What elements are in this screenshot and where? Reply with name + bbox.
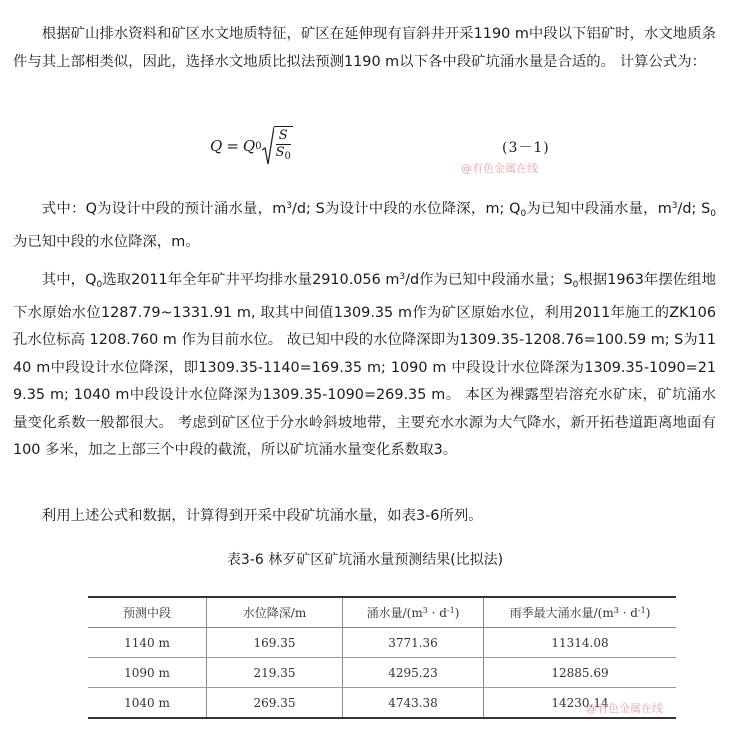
table-row: [88, 658, 676, 688]
formula-q0-sub: 0: [255, 140, 262, 152]
formula: [210, 124, 293, 168]
formula-denominator: S: [275, 145, 285, 160]
equation-number: (3－1): [502, 140, 550, 156]
cell-drawdown: 169.35: [207, 628, 343, 658]
table-row: [88, 628, 676, 658]
header-drawdown: 水位降深/m: [207, 597, 343, 628]
cell-level: 1090 m: [88, 658, 207, 688]
paragraph-intro: 根据矿山排水资料和矿区水文地质特征，矿区在延伸现有盲斜井开采1190 m中段以下铝矿时，水文地质条件与其上部相类似，因此，选择水文地质比拟法预测1190 m以下各中段矿坑涌水量是合适的。 计算公式为：: [13, 26, 716, 70]
formula-equals: =: [226, 137, 239, 155]
table-header-row: [88, 597, 676, 628]
watermark: @有色金属在线: [461, 162, 538, 175]
formula-q0: Q: [242, 137, 256, 155]
cell-inflow: 4295.23: [343, 658, 484, 688]
cell-level: 1140 m: [88, 628, 207, 658]
watermark: @有色金属在线: [586, 702, 663, 715]
cell-drawdown: 269.35: [207, 688, 343, 719]
cell-level: 1040 m: [88, 688, 207, 719]
sqrt-sign-icon: [262, 126, 274, 166]
formula-lhs: Q: [210, 137, 223, 155]
cell-max-inflow: 14230.14: [484, 688, 677, 719]
cell-inflow: 4743.38: [343, 688, 484, 719]
header-max-inflow: 雨季最大涌水量$/(m^3 \cdot d^{-1})$: [484, 597, 677, 628]
formula-numerator: S: [278, 128, 288, 143]
paragraph-summary: 利用上述公式和数据，计算得到开采中段矿坑涌水量，如表3-6所列。: [41, 508, 483, 524]
table-caption: 表3-6 林歹矿区矿坑涌水量预测结果(比拟法): [226, 552, 504, 568]
paragraph-data: 其中，$Q_0$选取2011年全年矿井平均排水量2910.056 $m^3/d$作为已知中段涌水量；$S_0$根据1963年摆佐组地下水原始水位1287.79~1331.91 m, 取其中间值1309.35 m作为矿区原始水位，利用2011年施工的ZK106孔水位标高 1208.760 m 作为目前水位。 故已知中段的水位降深即为1309.35-1208.76=100.59 m; S为1140 m中段设计水位降深，即1309.35-1140=169.35 m; 1090 m 中段设计水位降深为1309.35-1090=219.35 m; 1040 m中段设计水位降深为1309.35-1090=269.35 m。 本区为裸露型岩溶充水矿床，矿坑涌水量变化系数一般都很大。 考虑到矿区位于分水岭斜坡地带，主要充水水源为大气降水，新开拓巷道距离地面有100 多米，加之上部三个中段的截流，所以矿坑涌水量变化系数取3。: [13, 272, 717, 458]
formula-sqrt: [262, 126, 293, 166]
paragraph-variables: 式中：Q为设计中段的预计涌水量，$m^3/d$; S为设计中段的水位降深，m; $Q_0$为已知中段涌水量，$m^3/d$; $S_0$为已知中段的水位降深，m。: [13, 201, 716, 250]
cell-max-inflow: 11314.08: [484, 628, 677, 658]
cell-drawdown: 219.35: [207, 658, 343, 688]
cell-inflow: 3771.36: [343, 628, 484, 658]
header-level: 预测中段: [88, 597, 207, 628]
cell-max-inflow: 12885.69: [484, 658, 677, 688]
formula-denominator-sub: 0: [284, 151, 291, 162]
header-inflow: 涌水量$/(m^3 \cdot d^{-1})$: [343, 597, 484, 628]
